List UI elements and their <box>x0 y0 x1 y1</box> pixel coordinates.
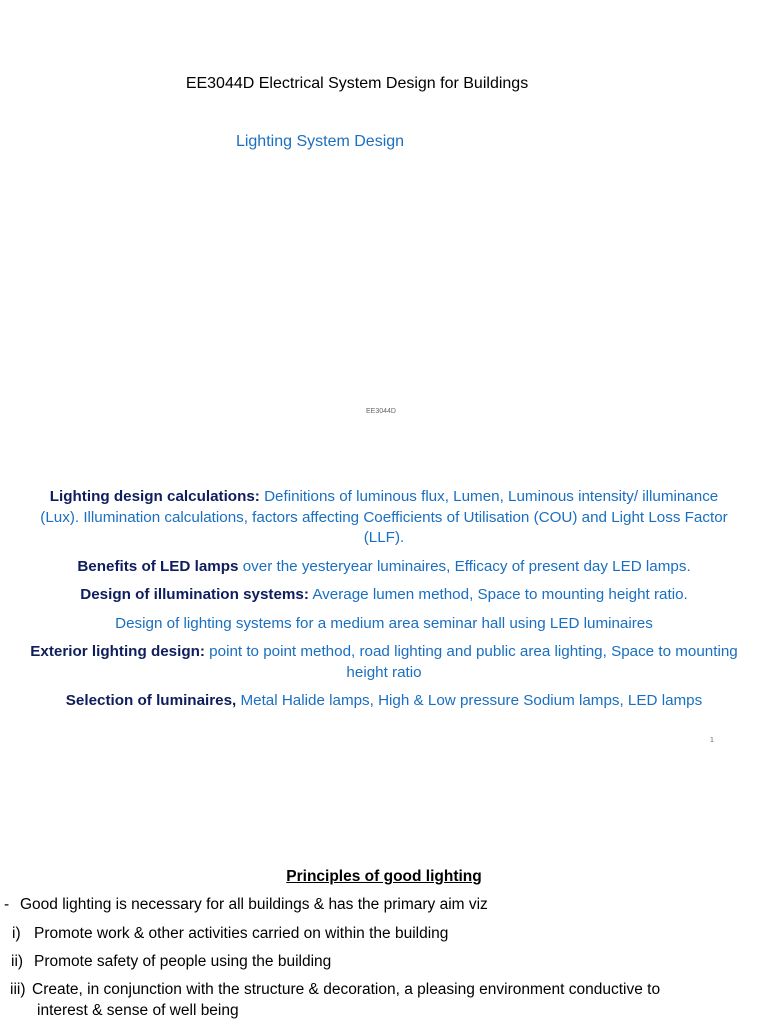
list-item-text: Good lighting is necessary for all buildings & has the primary aim viz <box>20 896 488 913</box>
list-item-text: Create, in conjunction with the structure & decoration, a pleasing environment conductive to <box>32 981 661 998</box>
list-item <box>10 979 660 1000</box>
topic-text: over the yesteryear luminaires, Efficacy of present day LED lamps. <box>238 557 691 575</box>
list-item <box>4 894 488 915</box>
topic-heading: Design of illumination systems: <box>80 586 309 603</box>
course-title: EE3044D Electrical System Design for Buildings <box>185 75 529 92</box>
list-item-text: interest & sense of well being <box>37 1002 239 1019</box>
topic-heading: Exterior lighting design: <box>30 643 205 660</box>
topic-text: point to point method, road lighting and public area lighting, Space to mounting height ratio <box>204 643 738 681</box>
page-number: 1 <box>710 737 714 744</box>
topic-heading: Lighting design calculations: <box>49 488 260 505</box>
topic-illumination-design <box>30 585 738 606</box>
list-marker: iii) <box>10 981 26 998</box>
topic-heading: Benefits of LED lamps <box>77 557 239 575</box>
topic-text: Design of lighting systems for a medium area seminar hall using LED luminaires <box>115 614 653 632</box>
topic-exterior-lighting <box>30 642 738 683</box>
list-item-text: Promote work & other activities carried on within the building <box>34 925 449 942</box>
topic-text: Definitions of luminous flux, Lumen, Luminous intensity/ illuminance (Lux). Illumination calculations, factors affecting Coefficients of Utilisation (COU) and Light Loss Factor (LLF). <box>40 488 728 546</box>
topic-seminar-hall <box>30 614 738 635</box>
topics-list <box>30 487 738 720</box>
list-item <box>11 951 331 972</box>
slide-subtitle: Lighting System Design <box>235 133 405 150</box>
topic-text: Metal Halide lamps, High & Low pressure Sodium lamps, LED lamps <box>236 692 703 709</box>
topic-heading: Selection of luminaires, <box>65 692 237 709</box>
slide-footer-code: EE3044D <box>366 408 396 415</box>
list-item <box>12 923 448 944</box>
list-marker: i) <box>12 925 21 942</box>
list-item-continuation <box>37 1000 239 1021</box>
topic-text: Average lumen method, Space to mounting height ratio. <box>308 586 688 603</box>
list-item-text: Promote safety of people using the building <box>34 953 332 970</box>
list-marker: ii) <box>11 953 24 970</box>
list-marker: - <box>4 896 10 913</box>
principles-heading: Principles of good lighting <box>286 868 482 885</box>
topic-luminaire-selection <box>30 691 738 712</box>
topic-lighting-calculations <box>30 487 738 549</box>
topic-led-benefits <box>30 557 738 578</box>
